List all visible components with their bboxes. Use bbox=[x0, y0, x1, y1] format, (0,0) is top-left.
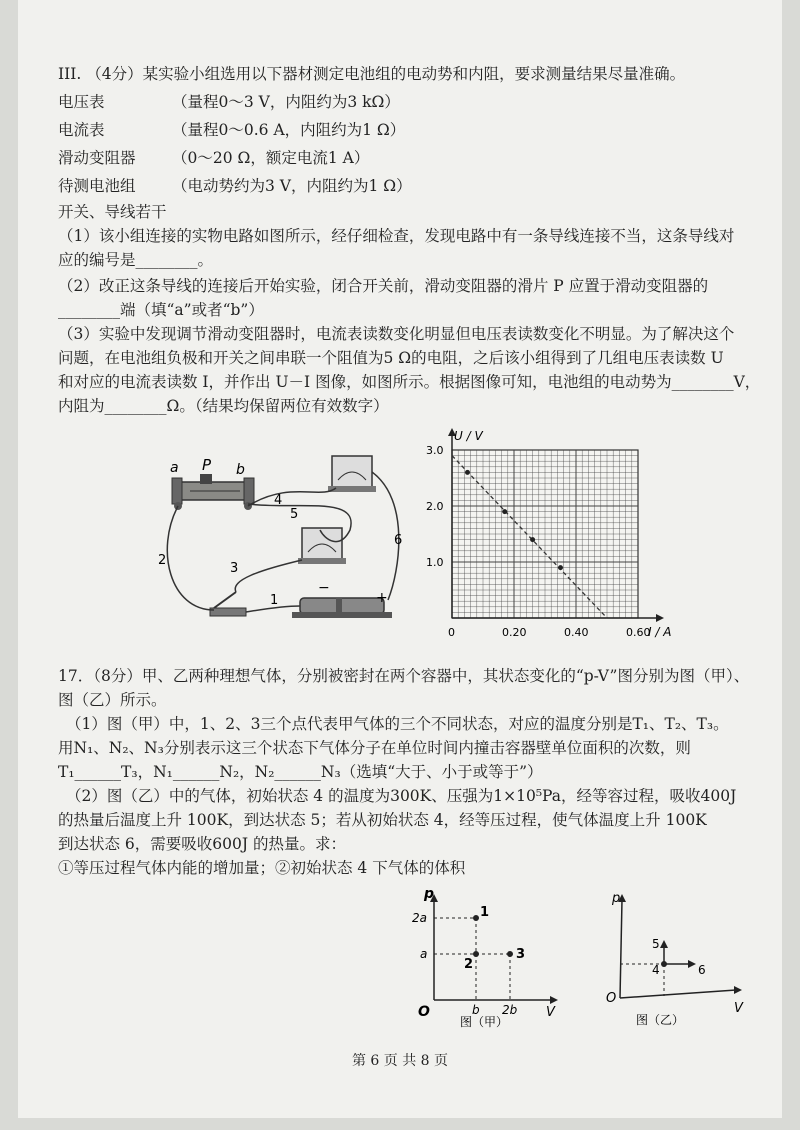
sub3-line4: 内阻为________Ω。（结果均保留两位有效数字） bbox=[58, 397, 389, 415]
q17-line4: 用N₁、N₂、N₃分别表示这三个状态下气体分子在单位时间内撞击容器壁单位面积的次数，则 bbox=[58, 739, 691, 757]
sub3-line1: （3）实验中发现调节滑动变阻器时，电流表读数变化明显但电压表读数变化不明显。为了解决这个 bbox=[58, 325, 735, 343]
q16-title: III. （4分）某实验小组选用以下器材测定电池组的电动势和内阻，要求测量结果尽量准确。 bbox=[58, 65, 686, 83]
sub1-line1: （1）该小组连接的实物电路如图所示，经仔细检查，发现电路中有一条导线连接不当，这条导线对 bbox=[58, 227, 735, 245]
wire-label-6: 6 bbox=[394, 533, 403, 548]
origin-O-yi: O bbox=[606, 991, 617, 1006]
axis-V-yi: V bbox=[734, 1001, 743, 1016]
switch-line: 开关、导线若干 bbox=[58, 203, 167, 221]
material-spec-rheostat: （0～20 Ω，额定电流1 A） bbox=[172, 149, 370, 167]
state-3-point bbox=[507, 951, 513, 957]
data-point bbox=[502, 509, 507, 514]
ui-graph bbox=[418, 418, 678, 646]
q17-line8: 到达状态 6，需要吸收600J 的热量。求： bbox=[58, 835, 347, 853]
wire-2 bbox=[167, 506, 214, 610]
x-axis-label: I / A bbox=[648, 625, 672, 639]
battery-plus: + bbox=[376, 590, 388, 606]
wire-label-4: 4 bbox=[274, 493, 283, 508]
figure-jia bbox=[410, 890, 560, 1030]
state-6-label: 6 bbox=[698, 963, 706, 977]
sub2-line2: ________端（填“a”或者“b”） bbox=[58, 301, 264, 319]
state-5-label: 5 bbox=[652, 937, 660, 951]
wire-3 bbox=[235, 560, 302, 592]
circuit-diagram bbox=[150, 440, 410, 630]
material-name-ammeter: 电流表 bbox=[58, 121, 105, 139]
tick-a: a bbox=[420, 947, 428, 961]
y-tick-label: 1.0 bbox=[426, 556, 444, 569]
axis-V: V bbox=[546, 1005, 555, 1020]
q17-line3: （1）图（甲）中，1、2、3三个点代表甲气体的三个不同状态，对应的温度分别是T₁、T₂、T₃。 bbox=[66, 715, 729, 733]
sub3-line3: 和对应的电流表读数 I，并作出 U－I 图像，如图所示。根据图像可知，电池组的电动势为________V， bbox=[58, 373, 761, 391]
label-b: b bbox=[236, 462, 245, 478]
state-4-label: 4 bbox=[652, 963, 660, 977]
q17-line7: 的热量后温度上升 100K，到达状态 5；若从初始状态 4，经等压过程，使气体温度上升 100K bbox=[58, 811, 707, 829]
page-footer: 第 6 页 共 8 页 bbox=[351, 1053, 449, 1069]
material-spec-battery: （电动势约为3 V，内阻约为1 Ω） bbox=[172, 177, 412, 195]
q17-line2: 图（乙）所示。 bbox=[58, 691, 167, 709]
sub2-line1: （2）改正这条导线的连接后开始实验，闭合开关前，滑动变阻器的滑片 P 应置于滑动变阻器的 bbox=[58, 277, 709, 295]
wire-label-3: 3 bbox=[230, 561, 239, 576]
wire-label-1: 1 bbox=[270, 593, 279, 608]
tick-2b: 2b bbox=[502, 1003, 518, 1017]
y-axis-label: U / V bbox=[454, 429, 483, 443]
battery-minus: − bbox=[318, 580, 330, 596]
label-P: P bbox=[202, 456, 212, 474]
caption-yi: 图（乙） bbox=[636, 1013, 685, 1027]
data-point bbox=[530, 537, 535, 542]
tick-2a: 2a bbox=[412, 911, 427, 925]
figure-yi bbox=[600, 890, 750, 1030]
x-tick-label: 0.60 bbox=[626, 626, 651, 639]
data-point bbox=[465, 470, 470, 475]
material-spec-voltmeter: （量程0～3 V，内阻约为3 kΩ） bbox=[172, 93, 400, 111]
state-4-point bbox=[661, 961, 667, 967]
state-3-label: 3 bbox=[516, 947, 526, 962]
sub1-line2: 应的编号是________。 bbox=[58, 251, 214, 269]
state-1-point bbox=[473, 915, 479, 921]
wire-label-2: 2 bbox=[158, 553, 167, 568]
voltmeter bbox=[328, 456, 376, 492]
label-a: a bbox=[170, 460, 179, 476]
state-1-label: 1 bbox=[480, 905, 490, 920]
origin-O: O bbox=[418, 1004, 430, 1020]
caption-jia: 图（甲） bbox=[460, 1015, 509, 1029]
wire-4 bbox=[248, 488, 336, 506]
axis-p: p bbox=[424, 890, 435, 902]
x-tick-label: 0.20 bbox=[502, 626, 527, 639]
wire-label-5: 5 bbox=[290, 507, 299, 522]
material-name-voltmeter: 电压表 bbox=[58, 93, 105, 111]
y-tick-label: 2.0 bbox=[426, 500, 444, 513]
x-tick-label: 0 bbox=[448, 626, 455, 639]
axis-p-yi: p bbox=[612, 891, 621, 906]
q17-line1: 17．（8分）甲、乙两种理想气体，分别被密封在两个容器中，其状态变化的“p-V”图分别为图（甲）、 bbox=[58, 667, 750, 685]
material-spec-ammeter: （量程0～0.6 A，内阻约为1 Ω） bbox=[172, 121, 406, 139]
q17-line5: T₁______T₃，N₁______N₂，N₂______N₃（选填“大于、小于或等于”） bbox=[58, 763, 543, 781]
y-tick-label: 3.0 bbox=[426, 444, 444, 457]
material-name-battery: 待测电池组 bbox=[58, 177, 136, 195]
data-point bbox=[558, 565, 563, 570]
x-axis-arrow bbox=[656, 614, 664, 622]
state-2-point bbox=[473, 951, 479, 957]
tick-b: b bbox=[472, 1003, 480, 1017]
switch bbox=[210, 592, 246, 616]
material-name-rheostat: 滑动变阻器 bbox=[58, 149, 136, 167]
rheostat bbox=[172, 474, 254, 510]
sub3-line2: 问题，在电池组负极和开关之间串联一个阻值为5 Ω的电阻，之后该小组得到了几组电压表读数 U bbox=[58, 349, 724, 367]
state-2-label: 2 bbox=[464, 957, 474, 972]
x-tick-label: 0.40 bbox=[564, 626, 589, 639]
q17-line6: （2）图（乙）中的气体，初始状态 4 的温度为300K、压强为1×10⁵Pa，经等容过程，吸收400J bbox=[66, 787, 737, 805]
q17-line9: ①等压过程气体内能的增加量；②初始状态 4 下气体的体积 bbox=[58, 859, 466, 877]
